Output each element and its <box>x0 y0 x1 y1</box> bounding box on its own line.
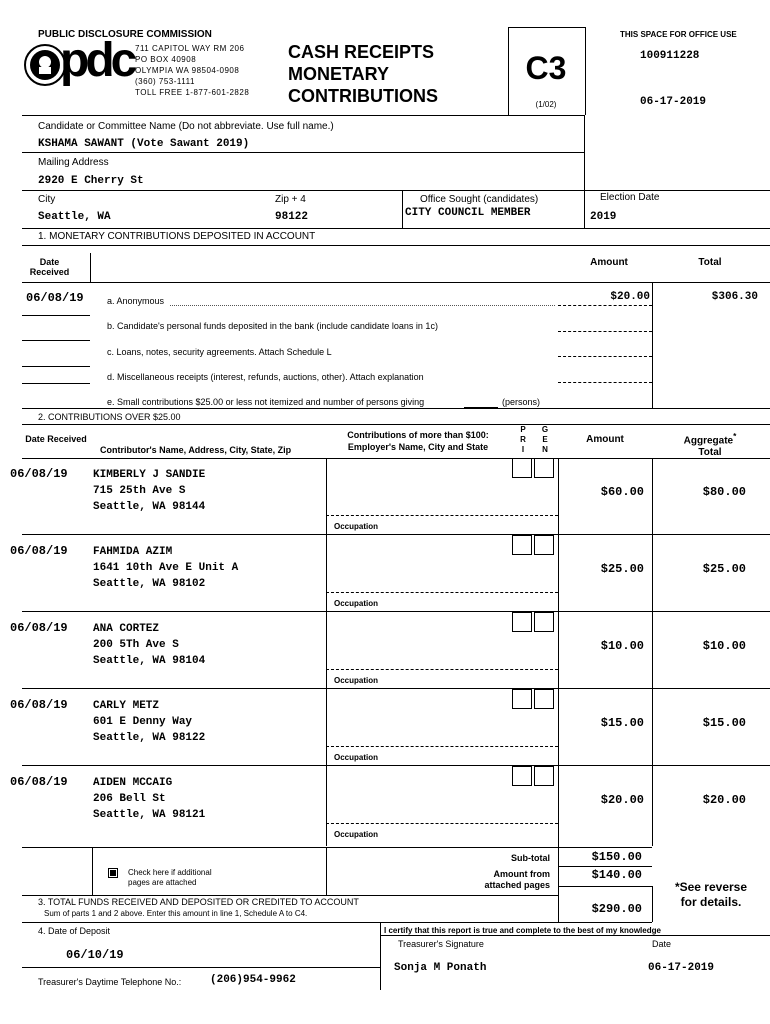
line-d-label: d. Miscellaneous receipts (interest, refunds, auctions, other). Attach explanation <box>107 372 424 382</box>
pdc-logo-text: pdc <box>60 34 134 87</box>
primary-box[interactable] <box>512 766 532 786</box>
candidate-name-label: Candidate or Committee Name (Do not abbreviate. Use full name.) <box>38 121 334 132</box>
election-date-label: Election Date <box>600 192 660 203</box>
contribution-date: 06/08/19 <box>10 621 68 635</box>
section1-date-label: Date Received <box>29 257 70 277</box>
subtotal-amount: $150.00 <box>591 850 642 864</box>
contributor-info <box>93 698 205 746</box>
signature-date: 06-17-2019 <box>648 962 715 974</box>
general-box[interactable] <box>534 458 554 478</box>
signature-label: Treasurer's Signature <box>398 939 484 949</box>
contribution-amount: $15.00 <box>600 716 644 730</box>
general-box[interactable] <box>534 612 554 632</box>
contribution-amount: $25.00 <box>600 562 644 576</box>
contribution-date: 06/08/19 <box>10 544 68 558</box>
additional-pages-checkbox[interactable] <box>108 868 118 878</box>
contribution-date: 06/08/19 <box>10 698 68 712</box>
mailing-address: 2920 E Cherry St <box>38 175 144 187</box>
total-funds: $290.00 <box>591 902 642 916</box>
form-code: C3 <box>525 50 567 86</box>
contributor-street: 1641 10th Ave E Unit A <box>93 562 239 574</box>
occupation-label: Occupation <box>334 676 379 685</box>
contributor-label: Contributor's Name, Address, City, State, Zip <box>100 445 292 455</box>
contributor-info <box>93 775 205 823</box>
line-c-label: c. Loans, notes, security agreements. Attach Schedule L <box>107 347 332 357</box>
aggregate-total: $15.00 <box>702 716 746 730</box>
attached-pages-label: Amount from attached pages <box>484 869 550 890</box>
contributor-name: KIMBERLY J SANDIE <box>93 469 206 481</box>
contributor-info <box>93 544 238 592</box>
city-label: City <box>38 194 56 205</box>
mailing-address-label: Mailing Address <box>38 157 109 168</box>
section2-heading: 2. CONTRIBUTIONS OVER $25.00 <box>38 412 181 422</box>
primary-box[interactable] <box>512 689 532 709</box>
primary-box[interactable] <box>512 458 532 478</box>
line-e-suffix: (persons) <box>502 397 541 407</box>
contribution-date: 06/08/19 <box>10 775 68 789</box>
section3-heading: 3. TOTAL FUNDS RECEIVED AND DEPOSITED OR CREDITED TO ACCOUNT <box>38 897 359 907</box>
employer-label-1: Contributions of more than $100: <box>347 430 489 440</box>
agency-address: 711 CAPITOL WAY RM 206 PO BOX 40908 OLYMPIA WA 98504-0908 (360) 753-1111 TOLL FREE 1-877-601-2828 <box>135 44 250 97</box>
employer-label-2: Employer's Name, City and State <box>347 442 489 452</box>
line-e-label: e. Small contributions $25.00 or less not itemized and number of persons giving <box>107 397 425 407</box>
section2-amount-label: Amount <box>586 434 624 445</box>
occupation-label: Occupation <box>334 830 379 839</box>
aggregate-total: $20.00 <box>702 793 746 807</box>
aggregate-total: $25.00 <box>702 562 746 576</box>
line-a-label: a. Anonymous <box>107 296 165 306</box>
contributor-name: FAHMIDA AZIM <box>93 546 173 558</box>
election-date: 2019 <box>590 211 617 223</box>
agency-name: PUBLIC DISCLOSURE COMMISSION <box>38 29 212 40</box>
candidate-name: KSHAMA SAWANT (Vote Sawant 2019) <box>38 138 250 150</box>
section4-heading: 4. Date of Deposit <box>38 926 111 936</box>
general-box[interactable] <box>534 766 554 786</box>
occupation-label: Occupation <box>334 753 379 762</box>
contributor-name: AIDEN MCCAIG <box>93 777 173 789</box>
primary-box[interactable] <box>512 535 532 555</box>
treasurer-phone: (206)954-9962 <box>210 974 296 986</box>
line-a-amount: $20.00 <box>610 291 650 303</box>
section3-subtext: Sum of parts 1 and 2 above. Enter this amount in line 1, Schedule A to C4. <box>44 909 308 918</box>
general-box[interactable] <box>534 689 554 709</box>
contributor-city: Seattle, WA 98121 <box>93 809 206 821</box>
contributor-name: CARLY METZ <box>93 700 160 712</box>
office-date: 06-17-2019 <box>640 96 707 108</box>
section1-total: $306.30 <box>711 291 758 303</box>
contributor-city: Seattle, WA 98144 <box>93 501 206 513</box>
aggregate-total: $10.00 <box>702 639 746 653</box>
office-number: 100911228 <box>640 50 700 62</box>
city-value: Seattle, WA <box>38 211 111 223</box>
phone-label: Treasurer's Daytime Telephone No.: <box>38 977 182 987</box>
section1-amount-label: Amount <box>590 257 628 268</box>
section2-date-label: Date Received <box>25 434 87 444</box>
treasurer-signature: Sonja M Ponath <box>394 962 487 974</box>
prim-label: P R I <box>520 425 526 454</box>
general-box[interactable] <box>534 535 554 555</box>
contributor-city: Seattle, WA 98104 <box>93 655 206 667</box>
occupation-label: Occupation <box>334 599 379 608</box>
contributor-city: Seattle, WA 98102 <box>93 578 206 590</box>
contributor-street: 206 Bell St <box>93 793 166 805</box>
deposit-date: 06/10/19 <box>66 948 124 962</box>
aggregate-total: $80.00 <box>702 485 746 499</box>
aggregate-label: Aggregate* Total <box>683 431 737 459</box>
contribution-amount: $20.00 <box>600 793 644 807</box>
section1-heading: 1. MONETARY CONTRIBUTIONS DEPOSITED IN ACCOUNT <box>38 231 316 242</box>
contribution-amount: $60.00 <box>600 485 644 499</box>
zip-value: 98122 <box>275 211 309 223</box>
contribution-date: 06/08/19 <box>10 467 68 481</box>
section1-total-label: Total <box>698 257 722 268</box>
contributor-street: 200 5Th Ave S <box>93 639 179 651</box>
primary-box[interactable] <box>512 612 532 632</box>
occupation-label: Occupation <box>334 522 379 531</box>
see-reverse-note: *See reverse for details. <box>674 880 748 909</box>
office-sought: CITY COUNCIL MEMBER <box>405 207 531 219</box>
section1-date: 06/08/19 <box>26 291 84 305</box>
additional-pages-label: Check here if additional pages are attached <box>128 868 212 887</box>
attached-amount: $140.00 <box>591 868 642 882</box>
contributor-street: 715 25th Ave S <box>93 485 186 497</box>
zip-label: Zip + 4 <box>275 194 306 205</box>
contributor-city: Seattle, WA 98122 <box>93 732 206 744</box>
gen-label: G E N <box>541 425 549 454</box>
contributor-info <box>93 467 205 515</box>
form-revision: (1/02) <box>535 100 557 109</box>
line-b-label: b. Candidate's personal funds deposited in the bank (include candidate loans in 1c) <box>107 321 438 331</box>
subtotal-label: Sub-total <box>511 853 550 863</box>
form-title: CASH RECEIPTS MONETARY CONTRIBUTIONS <box>288 42 438 106</box>
contributor-street: 601 E Denny Way <box>93 716 193 728</box>
sig-date-label: Date <box>652 939 672 949</box>
contribution-amount: $10.00 <box>600 639 644 653</box>
contributor-name: ANA CORTEZ <box>93 623 160 635</box>
office-use-label: THIS SPACE FOR OFFICE USE <box>620 30 737 39</box>
office-sought-label: Office Sought (candidates) <box>420 194 539 205</box>
contributor-info <box>93 621 205 669</box>
certify-text: I certify that this report is true and complete to the best of my knowledge <box>384 926 661 935</box>
